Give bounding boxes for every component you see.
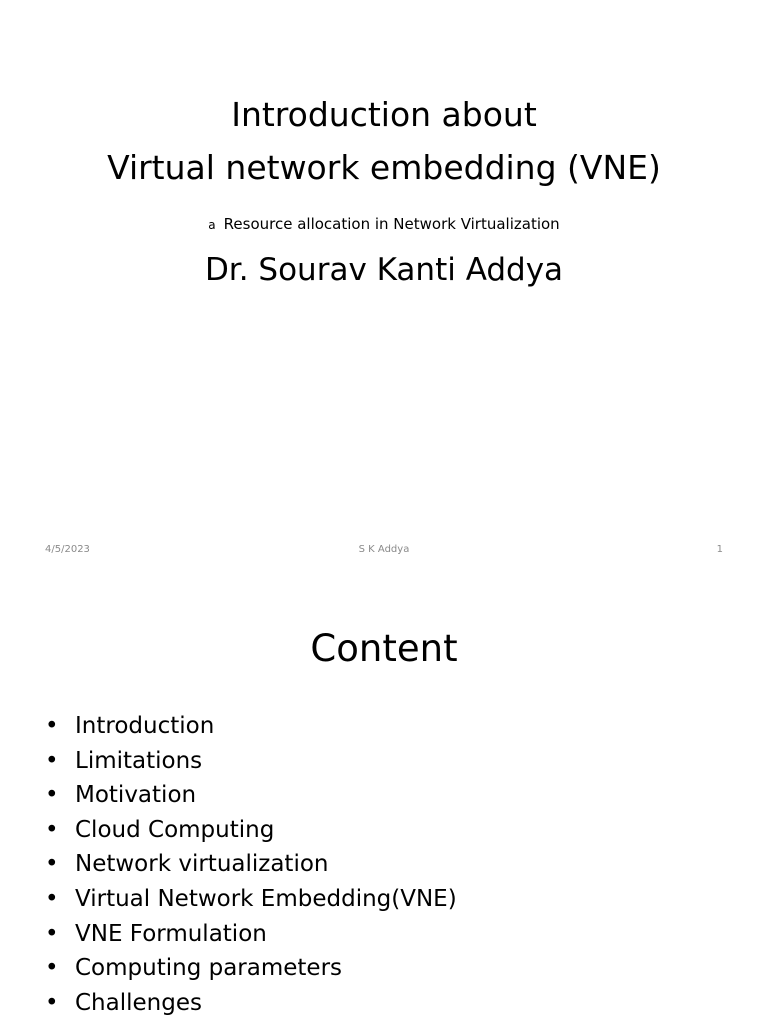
subtitle-prefix: a [208, 218, 216, 232]
list-item-text: Limitations [75, 747, 203, 774]
bullet-icon: • [45, 851, 59, 878]
list-item-text: VNE Formulation [75, 920, 267, 947]
footer-author: S K Addya [358, 544, 410, 555]
author-name: Dr. Sourav Kanti Addya [204, 252, 564, 288]
list-item-text: Computing parameters [75, 955, 343, 982]
content-title: Content [310, 627, 458, 670]
list-item-text: Introduction [75, 713, 215, 739]
bullet-icon: • [45, 713, 59, 739]
bullet-icon: • [45, 782, 59, 809]
list-item-text: Virtual Network Embedding(VNE) [75, 885, 457, 912]
list-item-text: Challenges [75, 989, 202, 1016]
slide-title-line-2: Virtual network embedding (VNE) [107, 148, 661, 187]
bullet-icon: • [45, 885, 59, 912]
list-item-text: Cloud Computing [75, 816, 275, 843]
list-item-text: Network virtualization [75, 851, 329, 878]
bullet-icon: • [45, 955, 59, 982]
footer-page-number: 1 [716, 544, 723, 555]
bullet-icon: • [45, 989, 59, 1016]
slide-title-line-1: Introduction about [231, 95, 537, 134]
bullet-icon: • [45, 920, 59, 947]
slide-subtitle [0, 214, 768, 235]
footer-date: 4/5/2023 [45, 544, 90, 555]
bullet-icon: • [45, 816, 59, 843]
content-slide [0, 576, 768, 1024]
list-item-text: Motivation [75, 782, 197, 809]
bullet-icon: • [45, 747, 59, 774]
subtitle-text: Resource allocation in Network Virtualization [223, 215, 560, 233]
